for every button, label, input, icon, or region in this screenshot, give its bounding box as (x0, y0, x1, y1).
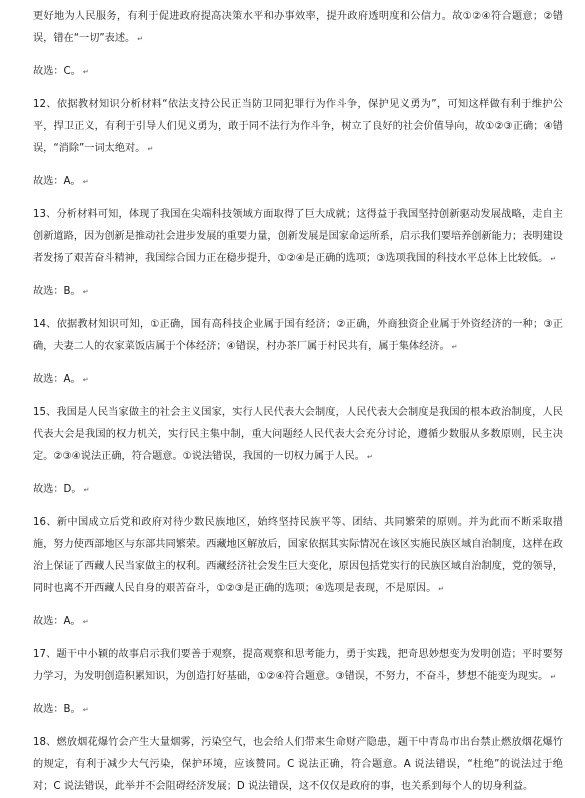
answer-15: 故选：D。 ↵ (33, 484, 90, 495)
paragraph-mark: ↵ (550, 255, 557, 263)
paragraph-14: 14、依据教材知识可知，①正确，国有高科技企业属于国有经济；②正确，外商独资企业属于外资经济的一种；③正确，夫妻二人的农家菜饭店属于个体经济；④错误，村办茶厂属于村民共有，属于集体经济。 ↵ (33, 319, 563, 352)
paragraph-mark: ↵ (82, 68, 89, 76)
paragraph-mark: ↵ (83, 486, 90, 494)
paragraph-12: 12、依据教材知识分析材料“依法支持公民正当防卫同犯罪行为作斗争，保护见义勇为”，可知这样做有利于维护公平，捍卫正义，有利于引导人们见义勇为，敢于同不法行为作斗争，树立了良好的社会价值导向，故①②③正确；④错误，“消除”一词太绝对。 ↵ (33, 99, 563, 154)
paragraph-11-tail: 更好地为人民服务，有利于促进政府提高决策水平和办事效率，提升政府透明度和公信力。故①②④符合题意；②错误，错在“一切”表述。 ↵ (33, 11, 563, 44)
paragraph-15: 15、我国是人民当家做主的社会主义国家，实行人民代表大会制度，人民代表大会制度是我国的根本政治制度，人民代表大会是我国的权力机关，实行民主集中制，重大问题经人民代表大会充分讨论，遵循少数服从多数原则，民主决定。②③④说法正确，符合题意。①说法错误，我国的一切权力属于人民。 ↵ (33, 407, 563, 462)
paragraph-13: 13、分析材料可知，体现了我国在尖端科技领域方面取得了巨大成就；这得益于我国坚持创新驱动发展战略，走自主创新道路，因为创新是推动社会进步发展的重要力量，创新发展是国家命运所系，启示我们要培养创新能力；表明建设者发扬了艰苦奋斗精神，我国综合国力正在稳步提升，①②④是正确的选项；③选项我国的科技水平总体上比较低。 ↵ (33, 209, 563, 264)
paragraph-mark: ↵ (137, 35, 144, 43)
paragraph-mark: ↵ (451, 343, 458, 351)
answer-11: 故选：C。 ↵ (33, 66, 89, 77)
paragraph-mark: ↵ (147, 145, 154, 153)
paragraph-mark: ↵ (82, 178, 89, 186)
paragraph-16: 16、新中国成立后党和政府对待少数民族地区，始终坚持民族平等、团结、共同繁荣的原则。并为此而不断采取措施，努力使西部地区与东部共同繁荣。西藏地区解放后，国家依据其实际情况在该区实施民族区域自治制度，这样在政治上保证了西藏人民当家做主的权利。西藏经济社会发生巨大变化，原因包括党实行的民族区域自治制度，党的领导，同时也离不开西藏人民自身的艰苦奋斗，①②③是正确的选项；④选项是表现，不是原因。 ↵ (33, 517, 563, 594)
paragraph-17: 17、题干中小颖的故事启示我们要善于观察，提高观察和思考能力，勇于实践，把奇思妙想变为发明创造；平时要努力学习，为发明创造积累知识，为创造打好基础，①②④符合题意。③错误，不努力，不奋斗，梦想不能变为现实。 ↵ (33, 649, 563, 682)
paragraph-mark: ↵ (82, 376, 89, 384)
answer-13: 故选：B。 ↵ (33, 286, 89, 297)
paragraph-mark: ↵ (438, 585, 445, 593)
paragraph-mark: ↵ (82, 706, 89, 714)
answer-16: 故选：A。 ↵ (33, 616, 89, 627)
paragraph-mark: ↵ (82, 288, 89, 296)
answer-12: 故选：A。 ↵ (33, 176, 89, 187)
paragraph-mark: ↵ (366, 453, 373, 461)
paragraph-mark: ↵ (82, 618, 89, 626)
answer-17: 故选：B。 ↵ (33, 704, 89, 715)
paragraph-mark: ↵ (550, 673, 557, 681)
answer-14: 故选：A。 ↵ (33, 374, 89, 385)
paragraph-18: 18、燃放烟花爆竹会产生大量烟雾，污染空气，也会给人们带来生命财产隐患，题干中青岛市出台禁止燃放烟花爆竹的规定，有利于减少大气污染，保护环境，应该赞同。C 说法正确，符合题意。A 说法错误，“杜绝”的说法过于绝对；C 说法错误，此举并不会阻碍经济发展；D 说法错误，这不仅仅是政府的事，也关系到每个人的切身利益。 (33, 737, 563, 792)
